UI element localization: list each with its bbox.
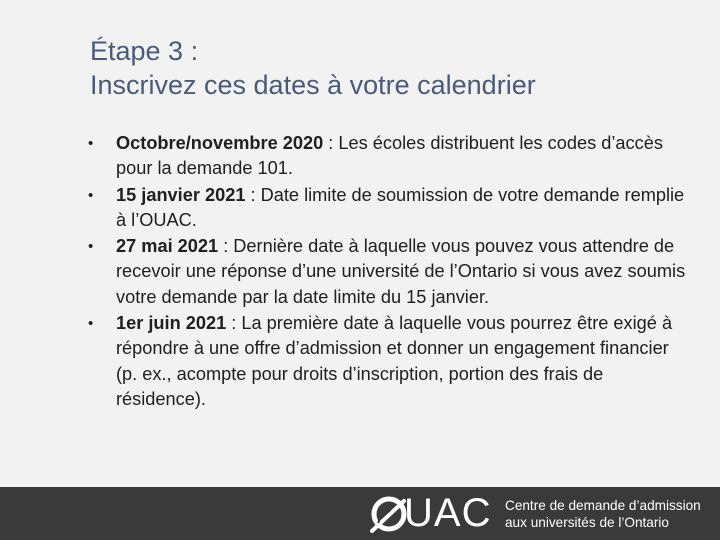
list-item [88,131,688,182]
list-item [88,183,688,234]
bullet-icon: • [88,186,94,204]
list-item [88,311,688,412]
slide-title [90,34,690,102]
logo-tagline [505,497,720,531]
item-date: Octobre/novembre 2020 [116,133,324,153]
item-text: : Dernière date à laquelle vous pouvez vous attendre de recevoir une réponse d’une université de l’Ontario si vous avez soumis votre demande par la date limite du 15 janvier. [116,236,686,307]
bullet-icon: • [88,238,94,256]
title-line-2: Inscrivez ces dates à votre calendrier [90,70,536,100]
tagline-line-2: aux universités de l’Ontario [505,515,669,530]
item-date: 15 janvier 2021 [116,184,246,205]
date-list [88,131,688,413]
item-text: : La première date à laquelle vous pourrez être exigé à répondre à une offre d’admission et donner un engagement financier (p. ex., acompte pour droits d’inscription, portion des frais de résidence). [116,313,673,409]
footer-bar [0,487,720,540]
list-item [88,234,688,310]
item-date: 1er juin 2021 [116,313,227,334]
tagline-line-1: Centre de demande d’admission [505,498,701,513]
logo-wordmark: UAC [404,491,492,535]
item-text: : Date limite de soumission de votre demande remplie à l’OUAC. [116,184,685,230]
bullet-icon: • [88,135,94,152]
title-line-1: Étape 3 : [90,36,199,66]
item-text: : Les écoles distribuent les codes d’accès pour la demande 101. [116,133,663,179]
item-date: 27 mai 2021 [116,236,219,257]
bullet-icon: • [88,315,94,333]
